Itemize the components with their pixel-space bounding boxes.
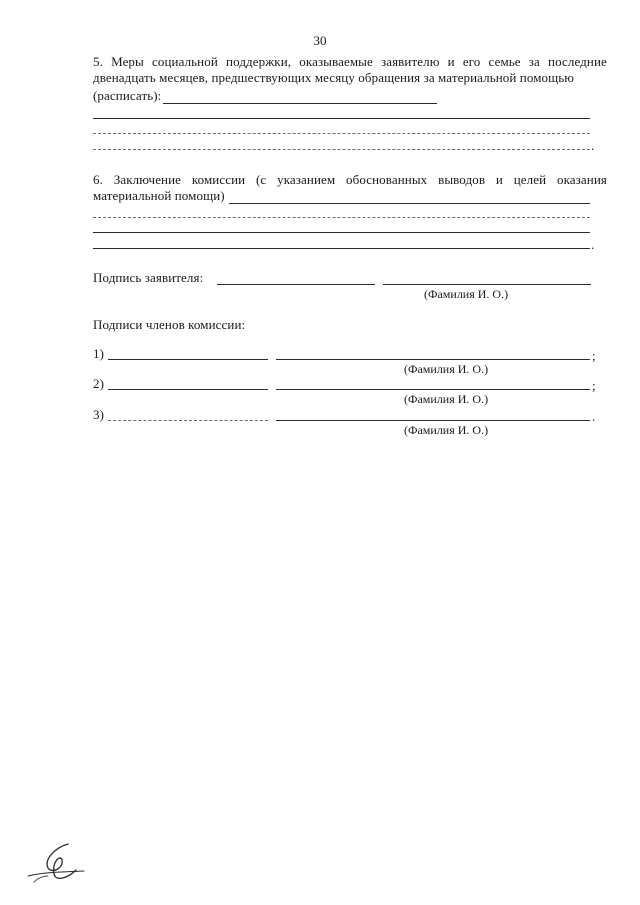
section-5-label: (расписать): [93,88,162,103]
handwritten-signature [24,838,96,890]
applicant-name-line[interactable] [383,284,591,285]
section-6-label: материальной помощи) [93,188,225,203]
section-6-line-1 [93,172,607,188]
word: оказания [556,172,607,187]
word: указанием [277,172,336,187]
section-5-fill-line-4[interactable] [93,149,590,150]
member-name-line[interactable] [276,389,590,390]
member-end-punct: ; [592,348,596,363]
word: за [528,54,540,69]
applicant-signature-label: Подпись заявителя: [93,270,204,285]
section-6-fill-line-1[interactable] [229,203,590,204]
word: и [447,54,455,69]
section-6-end-punct: . [591,237,595,252]
member-signature-line[interactable] [108,359,268,360]
member-end-punct: ; [592,378,596,393]
word: его [462,54,481,69]
member-signature-line[interactable] [108,389,268,390]
word: заявителю [380,54,440,69]
word: Меры [111,54,144,69]
member-number: 1) [93,346,105,361]
member-name-line[interactable] [276,420,590,421]
applicant-name-caption: (Фамилия И. О.) [424,287,509,301]
section-5-line-1 [93,54,607,70]
word: последние [548,54,607,69]
applicant-signature-line[interactable] [217,284,375,285]
word: (с [256,172,267,187]
word: обоснованных [346,172,428,187]
section-5-fill-line-3[interactable] [93,133,590,134]
commission-heading: Подписи членов комиссии: [93,317,246,332]
section-6-fill-line-4[interactable] [93,248,590,249]
word: семье [488,54,521,69]
section-5-fill-line-1[interactable] [163,103,437,104]
word: 6. [93,172,103,187]
word: целей [513,172,547,187]
member-number: 3) [93,407,105,422]
word: социальной [152,54,218,69]
member-name-caption: (Фамилия И. О.) [404,392,489,406]
word: оказываемые [299,54,373,69]
member-end-punct: . [592,409,596,424]
member-name-caption: (Фамилия И. О.) [404,362,489,376]
word: и [495,172,503,187]
word: поддержки, [226,54,292,69]
word: Заключение [113,172,182,187]
member-number: 2) [93,376,105,391]
section-5-end-punct: . [591,138,595,153]
member-name-caption: (Фамилия И. О.) [404,423,489,437]
member-name-line[interactable] [276,359,590,360]
section-6-fill-line-2[interactable] [93,217,590,218]
section-6-fill-line-3[interactable] [93,232,590,233]
word: выводов [438,172,486,187]
word: комиссии [191,172,246,187]
word: 5. [93,54,103,69]
section-5-fill-line-2[interactable] [93,118,590,119]
section-5-line-2: двенадцать месяцев, предшествующих месяцу обращения за материальной помощью [93,70,575,85]
page-number: 30 [313,33,327,48]
member-signature-line[interactable] [108,420,268,421]
